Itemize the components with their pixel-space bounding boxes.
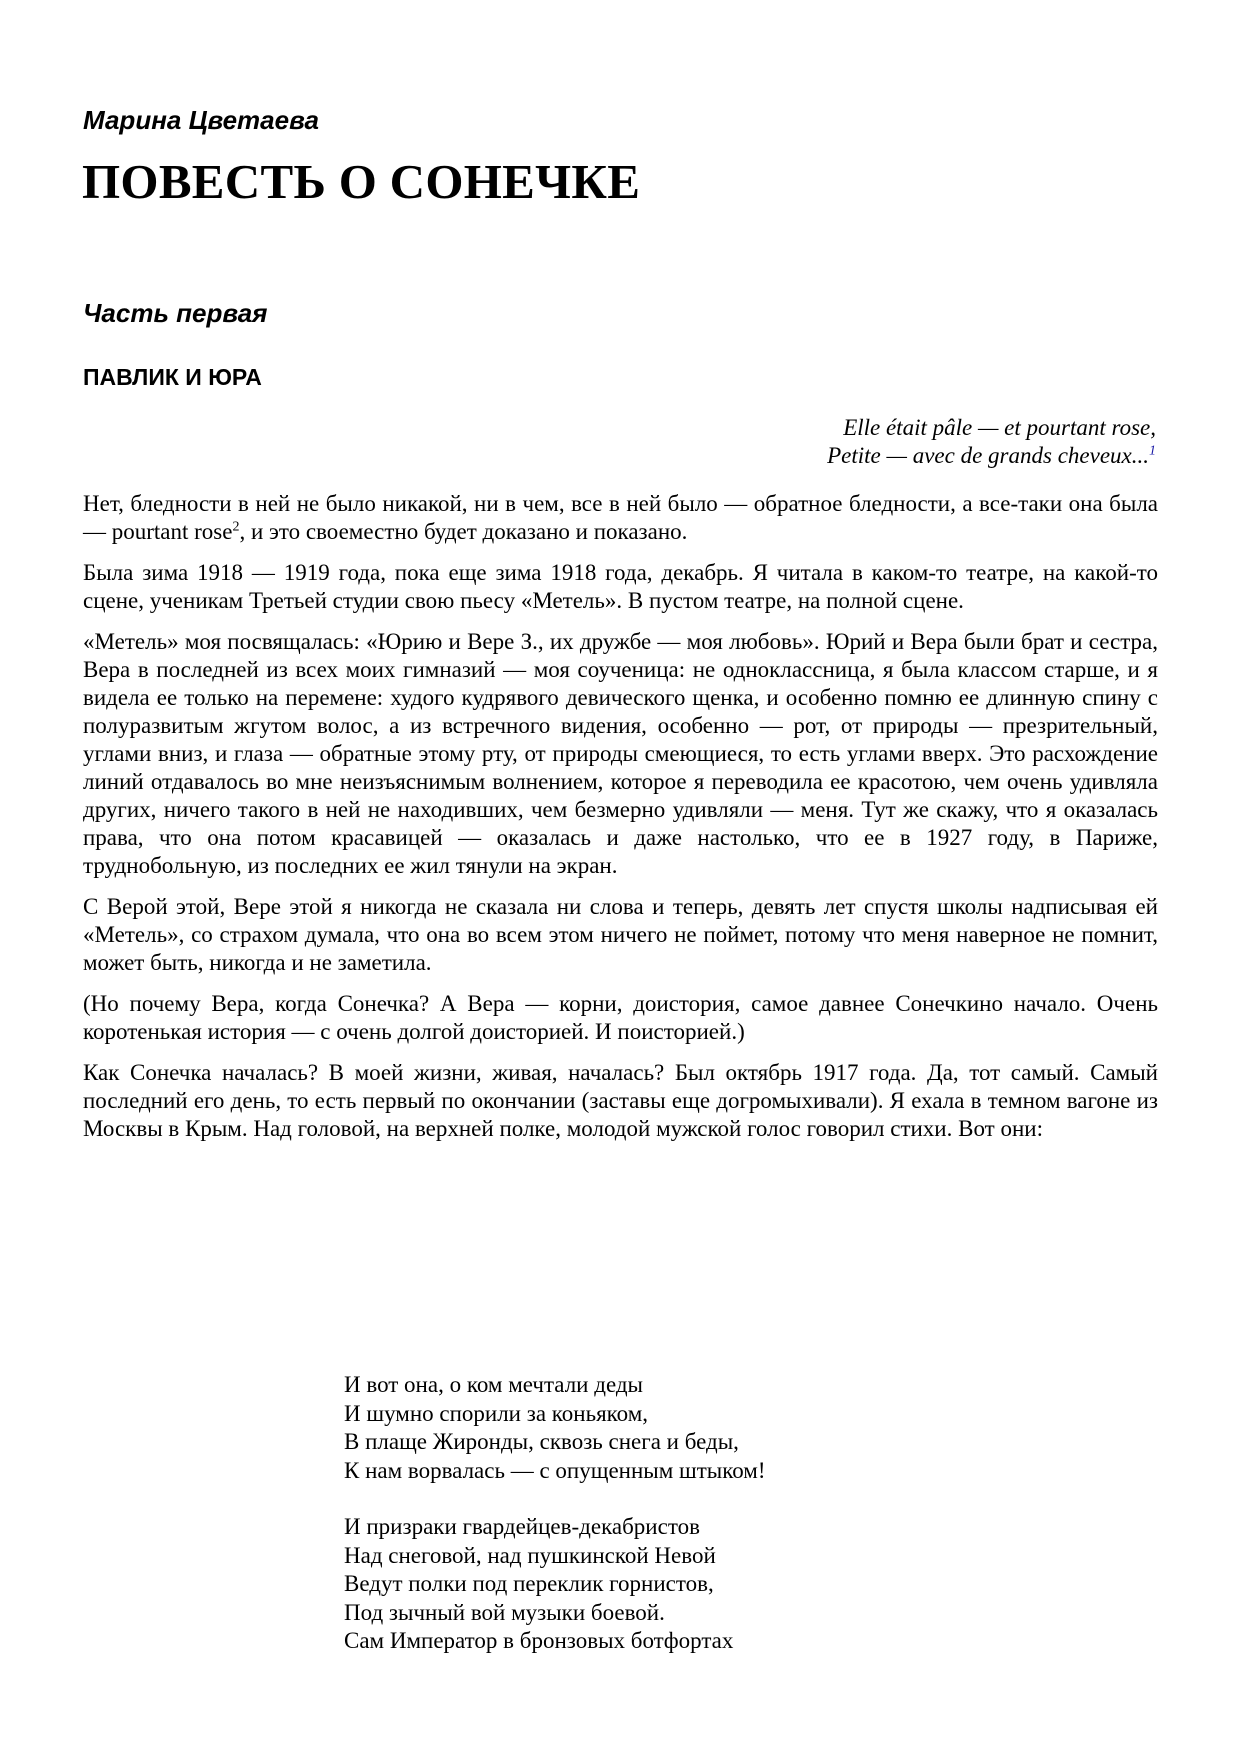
verse-line: Сам Император в бронзовых ботфортах xyxy=(344,1628,734,1653)
paragraph: «Метель» моя посвящалась: «Юрию и Вере З., их дружбе — моя любовь». Юрий и Вера были брат и сестра, Вера в последней из всех моих гимназий — моя соученица: не одноклассница, я была классом старше, и я видела ее только на перемене: худого кудрявого девического щенка, и особенно помню ее длинную спину с полуразвитым жгутом волос, а из встречного видения, особенно — рот, от природы — презрительный, углами вниз, и глаза — обратные этому рту, от природы смеющиеся, то есть углами вверх. Это расхождение линий отдавалось во мне неизъяснимым волнением, которое я переводила ее красотою, чем очень удивляла других, ничего такого в ней не находивших, чем безмерно удивляли — меня. Тут же скажу, что я оказалась права, что она потом красавицей — оказалась и даже настолько, что ее в 1927 году, в Париже, труднобольную, из последних ее жил тянули на экран. xyxy=(83,629,1158,878)
verse-line: Ведут полки под переклик горнистов, xyxy=(344,1571,714,1596)
main-text xyxy=(83,490,1158,1156)
book-title: ПОВЕСТЬ О СОНЕЧКЕ xyxy=(82,154,641,209)
epigraph xyxy=(456,414,1156,470)
epigraph-line: Elle était pâle — et pourtant rose, xyxy=(843,415,1156,440)
paragraph: С Верой этой, Вере этой я никогда не сказала ни слова и теперь, девять лет спустя школы надписывая ей «Метель», со страхом думала, что она во всем этом ничего не поймет, потому что меня наверное не помнит, может быть, никогда и не заметила. xyxy=(83,894,1158,975)
stanza xyxy=(344,1371,1044,1485)
paragraph-text: Нет, бледности в ней не было никакой, ни в чем, все в ней было — обратное бледности, а все-таки она была — pourtant rose xyxy=(83,491,1158,544)
poem xyxy=(344,1371,1044,1684)
epigraph-line xyxy=(456,442,1156,470)
footnote-ref: 2 xyxy=(232,519,240,535)
paragraph: (Но почему Вера, когда Сонечка? А Вера — корни, доистория, самое давнее Сонечкино начало. Очень коротенькая история — с очень долгой доисторией. И поисторией.) xyxy=(83,991,1158,1044)
chapter-heading: ПАВЛИК И ЮРА xyxy=(83,364,262,390)
verse-line: И вот она, о ком мечтали деды xyxy=(344,1372,643,1397)
footnote-link[interactable]: 1 xyxy=(1149,443,1156,459)
author-name: Марина Цветаева xyxy=(83,105,319,135)
verse-line: Над снеговой, над пушкинской Невой xyxy=(344,1542,716,1568)
verse-line: К нам ворвалась — с опущенным штыком! xyxy=(344,1457,766,1483)
verse-line: В плаще Жиронды, сквозь снега и беды, xyxy=(344,1429,739,1454)
verse-line: Под зычный вой музыки боевой. xyxy=(344,1599,665,1625)
verse-line: И призраки гвардейцев-декабристов xyxy=(344,1514,700,1539)
paragraph-text: , и это своеместно будет доказано и показано. xyxy=(239,519,688,544)
verse-line: И шумно спорили за коньяком, xyxy=(344,1400,649,1426)
paragraph xyxy=(83,490,1158,546)
epigraph-line-text: Petite — avec de grands cheveux... xyxy=(827,443,1149,468)
paragraph: Была зима 1918 — 1919 года, пока еще зима 1918 года, декабрь. Я читала в каком-то театре, на какой-то сцене, ученикам Третьей студии свою пьесу «Метель». В пустом театре, на полной сцене. xyxy=(83,560,1158,613)
paragraph: Как Сонечка началась? В моей жизни, живая, началась? Был октябрь 1917 года. Да, тот самый. Самый последний его день, то есть первый по окончании (заставы еще догромыхивали). Я ехала в темном вагоне из Москвы в Крым. Над головой, на верхней полке, молодой мужской голос говорил стихи. Вот они: xyxy=(83,1060,1158,1141)
stanza xyxy=(344,1513,1044,1656)
part-heading: Часть первая xyxy=(83,298,268,328)
